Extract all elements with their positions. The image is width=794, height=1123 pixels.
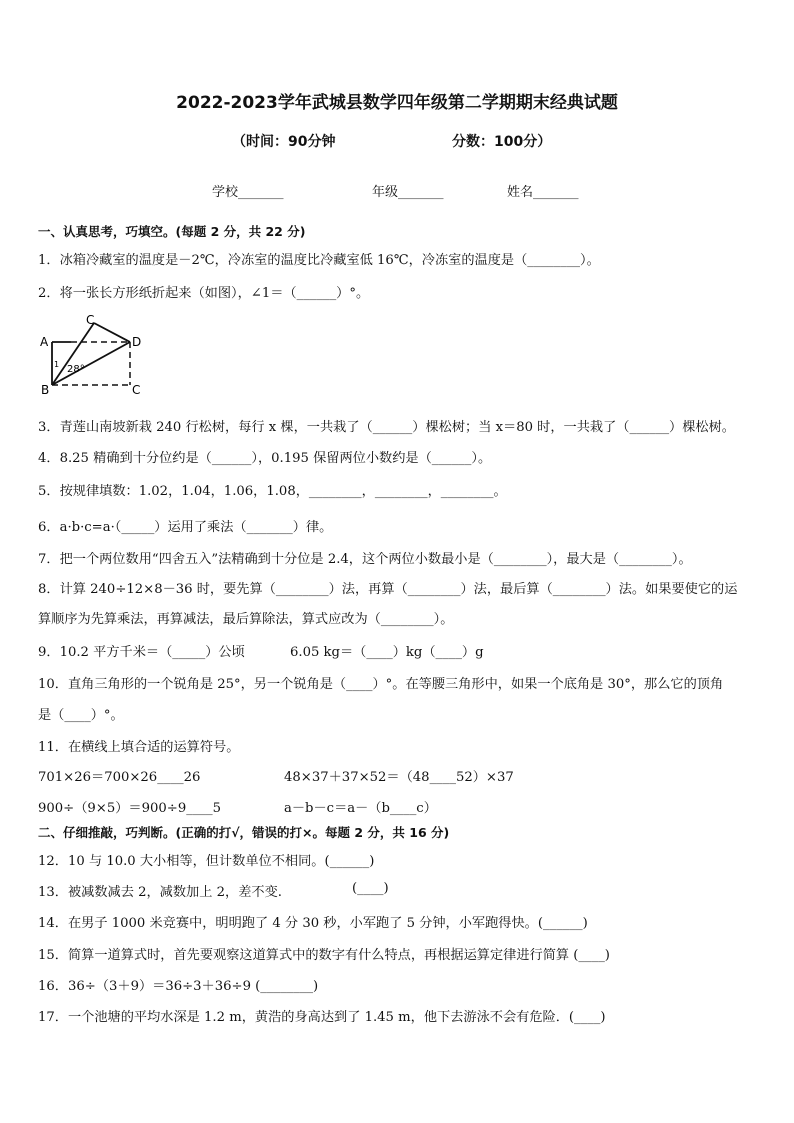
- question-13-blank: (____): [352, 881, 389, 896]
- figure-folded-edge: [52, 323, 94, 385]
- section-heading-judge: 二、仔细推敲，巧判断。(正确的打√，错误的打×。每题 2 分，共 16 分): [38, 825, 450, 840]
- question-9-b: 6.05 kg＝（____）kg（____）g: [290, 645, 484, 660]
- label-c-bottom: C: [132, 383, 141, 397]
- question-5: 5．按规律填数：1.02，1.04，1.06，1.08，________，________，________。: [38, 484, 507, 499]
- question-11-prompt: 11．在横线上填合适的运算符号。: [38, 740, 240, 755]
- question-7: 7．把一个两位数用“四舍五入”法精确到十分位是 2.4，这个两位小数最小是（________），最大是（________）。: [38, 552, 692, 567]
- angle-28-label: 28°: [67, 364, 85, 375]
- figure-folded-top: [94, 323, 130, 342]
- question-12: 12．10 与 10.0 大小相等，但计数单位不相同。(______): [38, 854, 375, 869]
- question-11-a: 701×26＝700×26____26: [38, 770, 201, 785]
- label-b: B: [41, 383, 50, 397]
- question-2: 2．将一张长方形纸折起来（如图），∠1＝（______）°。: [38, 286, 370, 301]
- folded-rectangle-figure: [36, 312, 156, 398]
- label-a: A: [40, 335, 49, 349]
- question-4: 4．8.25 精确到十分位约是（______），0.195 保留两位小数约是（______）。: [38, 451, 492, 466]
- question-1: 1．冰箱冷藏室的温度是－2℃，冷冻室的温度比冷藏室低 16℃，冷冻室的温度是（________）。: [38, 253, 600, 268]
- question-16: 16．36÷（3＋9）＝36÷3＋36÷9 (________): [38, 979, 319, 994]
- exam-time: （时间：90分钟: [232, 134, 336, 150]
- angle-1-label: 1: [54, 360, 60, 369]
- question-17: 17．一个池塘的平均水深是 1.2 m，黄浩的身高达到了 1.45 m，他下去游泳不会有危险．(____): [38, 1010, 606, 1025]
- question-9-a: 9．10.2 平方千米＝（_____）公顷: [38, 645, 245, 660]
- school-field: 学校_______: [212, 185, 284, 200]
- question-10-line-2: 是（____）°。: [38, 708, 124, 723]
- exam-score: 分数：100分）: [452, 134, 552, 150]
- figure-diagonal: [52, 342, 130, 385]
- question-11-d: a－b－c＝a－（b____c）: [284, 801, 437, 816]
- label-d: D: [132, 335, 142, 349]
- page-title: 2022-2023学年武城县数学四年级第二学期期末经典试题: [176, 93, 618, 113]
- question-10-line-1: 10．直角三角形的一个锐角是 25°，另一个锐角是（____）°。在等腰三角形中，如果一个底角是 30°，那么它的顶角: [38, 677, 724, 692]
- name-field: 姓名_______: [507, 185, 579, 200]
- question-8-line-1: 8．计算 240÷12×8－36 时，要先算（________）法，再算（________）法，最后算（________）法。如果要使它的运: [38, 582, 738, 597]
- question-3: 3．青莲山南坡新栽 240 行松树，每行 x 棵，一共栽了（______）棵松树；当 x＝80 时，一共栽了（______）棵松树。: [38, 420, 735, 435]
- question-14: 14．在男子 1000 米竞赛中，明明跑了 4 分 30 秒，小军跑了 5 分钟，小军跑得快。(______): [38, 916, 588, 931]
- question-11-c: 900÷（9×5）＝900÷9____5: [38, 801, 221, 816]
- grade-field: 年级_______: [372, 185, 444, 200]
- label-c-top: C: [86, 313, 95, 327]
- question-6: 6．a·b·c=a·（_____）运用了乘法（_______）律。: [38, 520, 333, 535]
- question-8-line-2: 算顺序为先算乘法，再算减法，最后算除法，算式应改为（________）。: [38, 612, 454, 627]
- section-heading-fill: 一、认真思考，巧填空。(每题 2 分，共 22 分): [38, 224, 306, 239]
- question-13: 13．被减数减去 2，减数加上 2，差不变.: [38, 885, 282, 900]
- question-11-b: 48×37＋37×52＝（48____52）×37: [284, 770, 514, 785]
- question-15: 15．简算一道算式时，首先要观察这道算式中的数字有什么特点，再根据运算定律进行简算 (____): [38, 948, 610, 963]
